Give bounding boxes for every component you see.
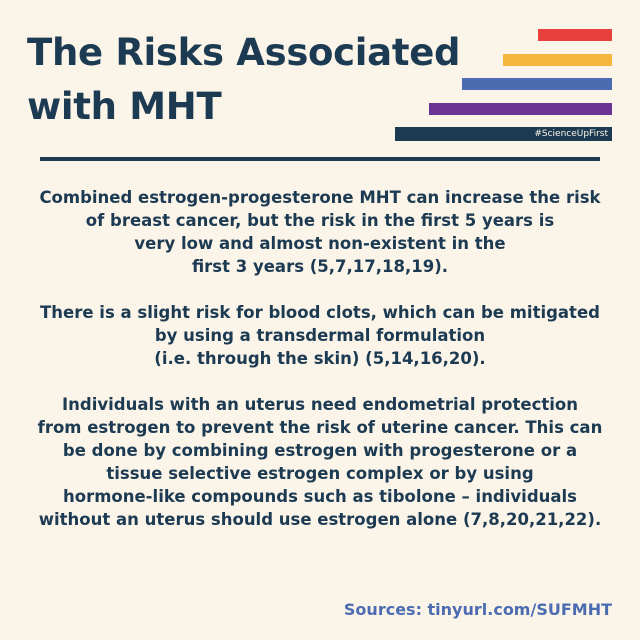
title-line-2: with MHT (27, 85, 222, 128)
paragraph-uterine-cancer (28, 393, 612, 531)
page-title (27, 26, 460, 134)
text-line: There is a slight risk for blood clots, which can be mitigated (40, 303, 600, 322)
text-line: without an uterus should use estrogen alone (7,8,20,21,22). (38, 510, 602, 529)
text-line: (i.e. through the skin) (5,14,16,20). (154, 349, 486, 368)
body-text (28, 186, 612, 554)
text-line: Combined estrogen-progesterone MHT can increase the risk (39, 188, 601, 207)
decorative-bar-purple (429, 103, 612, 115)
text-line: Individuals with an uterus need endometrial protection (62, 395, 578, 414)
sources-link[interactable]: Sources: tinyurl.com/SUFMHT (343, 600, 612, 619)
paragraph-breast-cancer (28, 186, 612, 278)
decorative-bar-red (538, 29, 612, 41)
text-line: from estrogen to prevent the risk of uterine cancer. This can (37, 418, 603, 437)
text-line: hormone-like compounds such as tibolone – individuals (63, 487, 577, 506)
hashtag-label: #ScienceUpFirst (534, 129, 608, 139)
text-line: tissue selective estrogen complex or by using (106, 464, 534, 483)
text-line: by using a transdermal formulation (154, 326, 486, 345)
decorative-bar-blue (462, 78, 612, 90)
text-line: first 3 years (5,7,17,18,19). (191, 257, 449, 276)
text-line: of breast cancer, but the risk in the first 5 years is (85, 211, 555, 230)
title-line-1: The Risks Associated (27, 31, 461, 74)
paragraph-blood-clots (28, 301, 612, 370)
text-line: very low and almost non-existent in the (134, 234, 506, 253)
title-divider (40, 157, 600, 161)
decorative-bar-yellow (503, 54, 612, 66)
text-line: be done by combining estrogen with progesterone or a (62, 441, 578, 460)
hashtag-bar (395, 127, 612, 141)
